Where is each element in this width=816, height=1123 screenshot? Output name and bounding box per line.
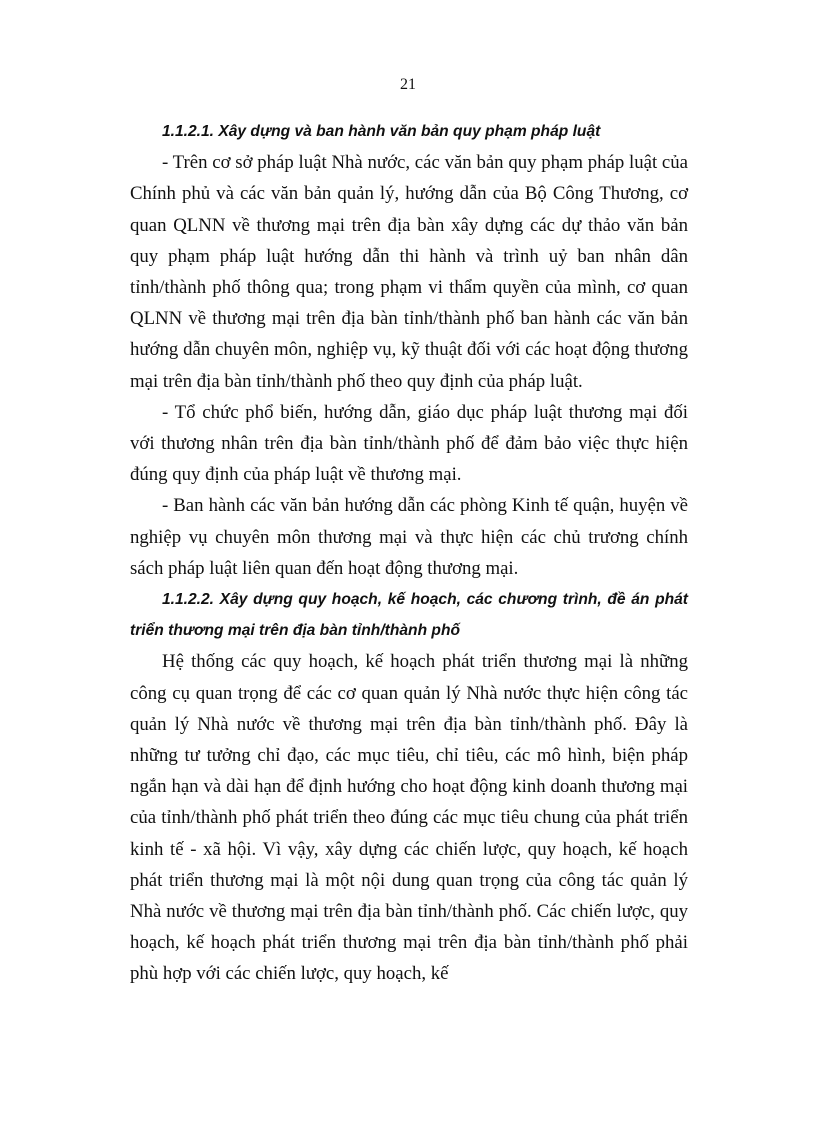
section-heading-1-1-2-1: 1.1.2.1. Xây dựng và ban hành văn bản quy phạm pháp luật — [162, 123, 601, 140]
paragraph: Hệ thống các quy hoạch, kế hoạch phát triển thương mại là những công cụ quan trọng để các cơ quan quản lý Nhà nước thực hiện công tác quản lý Nhà nước về thương mại trên địa bàn tỉnh/thành phố. Đây là những tư tưởng chỉ đạo, các mục tiêu, chỉ tiêu, các mô hình, biện pháp ngắn hạn và dài hạn để định hướng cho hoạt động kinh doanh thương mại của tỉnh/thành phố phát triển theo đúng các mục tiêu chung của phát triển kinh tế - xã hội. Vì vậy, xây dựng các chiến lược, quy hoạch, kế hoạch phát triển thương mại là một nội dung quan trọng của công tác quản lý Nhà nước về thương mại trên địa bàn tỉnh/thành phố. Các chiến lược, quy hoạch, kế hoạch phát triển thương mại trên địa bàn tỉnh/thành phố phải phù hợp với các chiến lược, quy hoạch, kế — [130, 651, 688, 985]
paragraph: - Trên cơ sở pháp luật Nhà nước, các văn bản quy phạm pháp luật của Chính phủ và các văn bản quản lý, hướng dẫn của Bộ Công Thương, cơ quan QLNN về thương mại trên địa bàn xây dựng các dự thảo văn bản quy phạm pháp luật hướng dẫn thi hành và trình uỷ ban nhân dân tỉnh/thành phố thông qua; trong phạm vi thẩm quyền của mình, cơ quan QLNN về thương mại trên địa bàn tỉnh/thành phố ban hành các văn bản hướng dẫn chuyên môn, nghiệp vụ, kỹ thuật đối với các hoạt động thương mại trên địa bàn tỉnh/thành phố theo quy định của pháp luật. — [130, 152, 688, 392]
page-content — [130, 116, 688, 990]
paragraph: - Ban hành các văn bản hướng dẫn các phòng Kinh tế quận, huyện về nghiệp vụ chuyên môn thương mại và thực hiện các chủ trương chính sách pháp luật liên quan đến hoạt động thương mại. — [130, 495, 688, 579]
paragraph: - Tổ chức phổ biến, hướng dẫn, giáo dục pháp luật thương mại đối với thương nhân trên địa bàn tỉnh/thành phố để đảm bảo việc thực hiện đúng quy định của pháp luật về thương mại. — [130, 401, 688, 486]
section-heading-1-1-2-2: 1.1.2.2. Xây dựng quy hoạch, kế hoạch, các chương trình, đề án phát triển thương mại trên địa bàn tỉnh/thành phố — [130, 591, 688, 640]
page-number: 21 — [400, 76, 416, 93]
